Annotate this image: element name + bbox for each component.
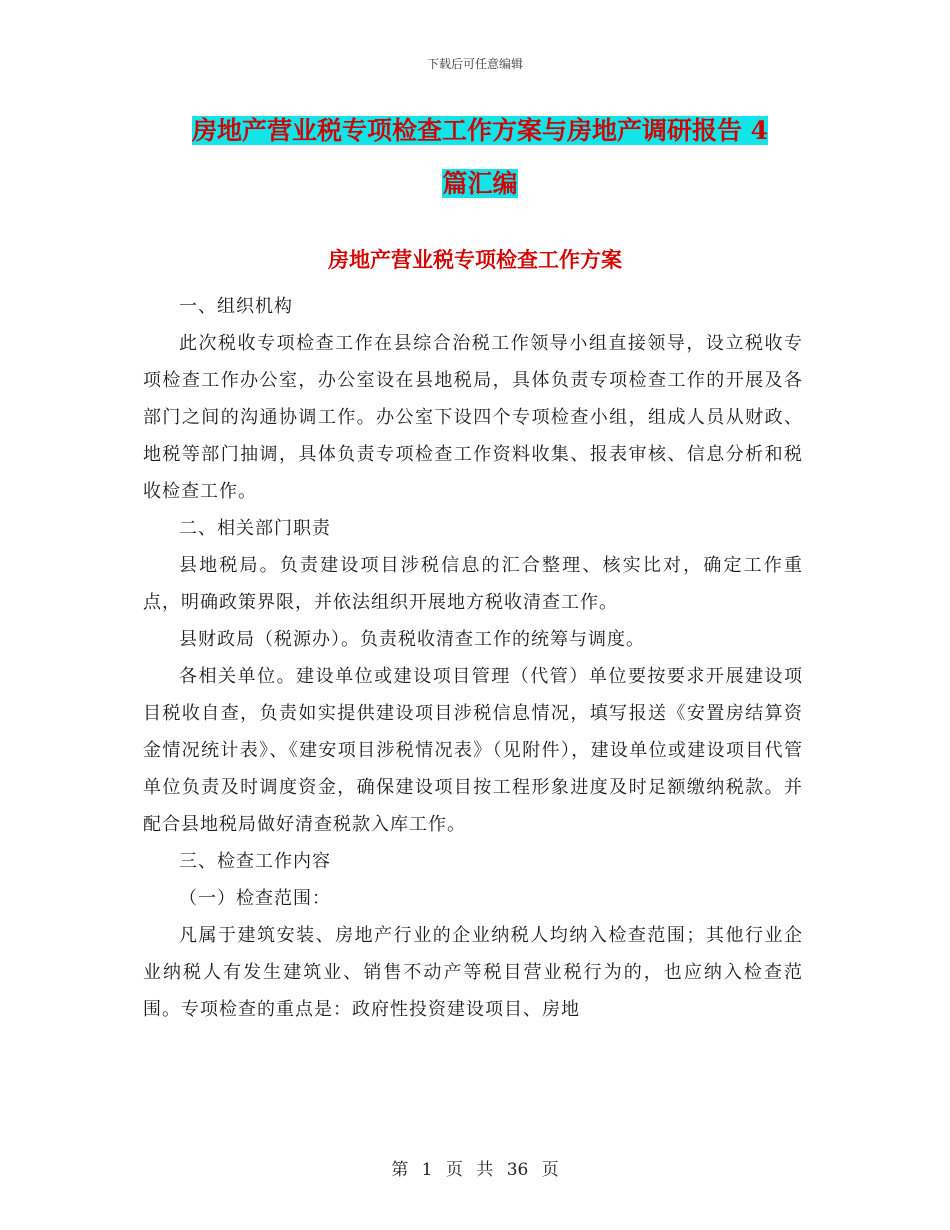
footer-page-number: 1	[421, 1160, 433, 1180]
paragraph-inspection-scope: 凡属于建筑安装、房地产行业的企业纳税人均纳入检查范围；其他行业企业纳税人有发生建筑业、销售不动产等税目营业税行为的，也应纳入检查范围。专项检查的重点是：政府性投资建设项目、房地	[143, 925, 803, 1020]
section-title: 房地产营业税专项检查工作方案	[328, 247, 622, 272]
heading-organization: 一、组织机构	[179, 296, 293, 317]
heading-responsibilities: 二、相关部门职责	[179, 518, 331, 539]
footer-suffix: 页	[541, 1160, 559, 1180]
footer-page-word: 页	[445, 1160, 463, 1180]
header-note: 下载后可任意编辑	[426, 57, 523, 71]
body-text	[143, 288, 803, 1028]
title-line-2: 篇汇编	[442, 169, 518, 198]
title-line-1: 房地产营业税专项检查工作方案与房地产调研报告 4	[191, 116, 769, 145]
paragraph-related-units: 各相关单位。建设单位或建设项目管理（代管）单位要按要求开展建设项目税收自查，负责如实提供建设项目涉税信息情况，填写报送《安置房结算资金情况统计表》、《建安项目涉税情况表》（见附件），建设单位或建设项目代管单位负责及时调度资金，确保建设项目按工程形象进度及时足额缴纳税款。并配合县地税局做好清查税款入库工作。	[143, 666, 803, 835]
footer-prefix: 第	[391, 1160, 409, 1180]
footer-total-word: 共	[476, 1160, 494, 1180]
page-footer	[0, 1155, 950, 1180]
paragraph-finance-bureau: 县财政局（税源办）。负责税收清查工作的统筹与调度。	[179, 629, 645, 650]
paragraph-tax-bureau: 县地税局。负责建设项目涉税信息的汇合整理、核实比对，确定工作重点，明确政策界限，并依法组织开展地方税收清查工作。	[143, 555, 803, 613]
paragraph-organization: 此次税收专项检查工作在县综合治税工作领导小组直接领导，设立税收专项检查工作办公室，办公室设在县地税局，具体负责专项检查工作的开展及各部门之间的沟通协调工作。办公室下设四个专项检查小组，组成人员从财政、地税等部门抽调，具体负责专项检查工作资料收集、报表审核、信息分析和税收检查工作。	[143, 333, 803, 502]
document-title	[140, 104, 820, 210]
footer-total-pages: 36	[506, 1160, 529, 1180]
heading-inspection-content: 三、检查工作内容	[179, 851, 331, 872]
heading-inspection-scope: （一）检查范围：	[179, 888, 331, 909]
